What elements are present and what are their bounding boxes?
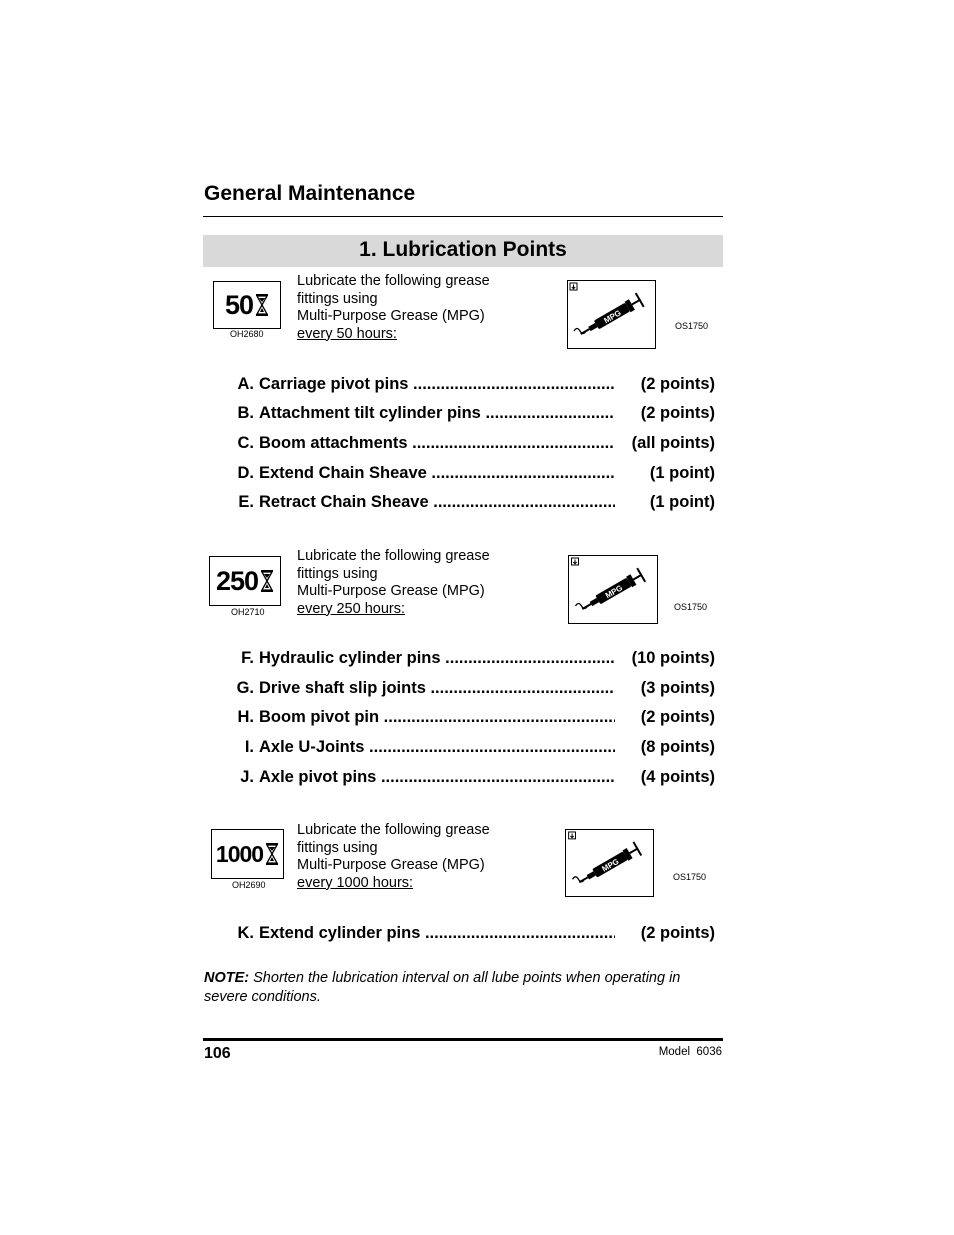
item-letter: E. xyxy=(238,493,254,511)
lube-point-item xyxy=(200,649,720,669)
grease-label: MPG xyxy=(603,583,625,601)
item-name: Boom pivot pin ..... xyxy=(259,708,615,727)
item-letter: C. xyxy=(237,434,254,452)
interval-250-hours-icon xyxy=(209,556,281,606)
lube-point-item xyxy=(200,924,720,944)
lube-point-item xyxy=(200,708,720,728)
item-letter: I. xyxy=(244,738,254,756)
grease-gun-icon xyxy=(565,829,654,897)
subsection-title: 1. Lubrication Points xyxy=(359,238,567,261)
item-letter: F. xyxy=(241,649,254,667)
item-points: (2 points) xyxy=(640,375,715,393)
grease-gun-icon xyxy=(567,280,656,349)
item-points: (8 points) xyxy=(640,738,715,756)
instruction-line: Multi-Purpose Grease (MPG) xyxy=(297,583,485,599)
instruction-line: fittings using xyxy=(297,839,378,856)
item-name: Boom attachments ..... xyxy=(259,434,615,453)
item-name: Extend Chain Sheave ..... xyxy=(259,464,615,483)
interval-number: 50 xyxy=(224,289,254,320)
item-name: Extend cylinder pins ..... xyxy=(259,924,615,943)
model-label: Model 6036 xyxy=(658,1046,722,1058)
instruction-line: Lubricate the following grease xyxy=(297,548,490,564)
title-rule xyxy=(203,216,723,217)
lube-point-item xyxy=(200,493,720,513)
item-letter: H. xyxy=(237,708,254,726)
item-name: Carriage pivot pins ..... xyxy=(259,375,615,394)
lube-instruction xyxy=(297,273,557,343)
section-title: General Maintenance xyxy=(204,182,416,205)
lube-point-item xyxy=(200,404,720,424)
item-name: Hydraulic cylinder pins ..... xyxy=(259,649,615,668)
grease-code: OS1750 xyxy=(673,872,707,882)
grease-label: MPG xyxy=(600,856,621,874)
item-points: (2 points) xyxy=(640,404,715,422)
grease-label: MPG xyxy=(602,308,623,326)
lube-point-item xyxy=(200,738,720,758)
lube-instruction xyxy=(297,548,557,618)
instruction-line: Multi-Purpose Grease (MPG) xyxy=(297,857,485,873)
page-number: 106 xyxy=(204,1045,231,1062)
instruction-line: Lubricate the following grease xyxy=(297,273,490,289)
instruction-line: fittings using xyxy=(297,565,378,582)
hourglass-icon xyxy=(260,569,274,593)
item-letter: G. xyxy=(236,679,254,697)
item-points: (1 point) xyxy=(649,493,715,511)
item-points: (2 points) xyxy=(640,708,715,726)
item-name: Attachment tilt cylinder pins ..... xyxy=(259,404,615,423)
instruction-line: fittings using xyxy=(297,290,378,307)
item-letter: K. xyxy=(237,924,254,942)
footer-rule xyxy=(203,1038,723,1041)
lube-point-item xyxy=(200,375,720,395)
note-text: Shorten the lubrication interval on all lube points when operating in severe conditions. xyxy=(204,970,681,1005)
item-points: (1 point) xyxy=(649,464,715,482)
grease-gun-icon xyxy=(568,555,658,624)
instruction-line: Multi-Purpose Grease (MPG) xyxy=(297,308,485,324)
item-name: Axle pivot pins ..... xyxy=(259,768,615,787)
interval-number: 1000 xyxy=(215,840,264,867)
note-label: NOTE: xyxy=(204,970,250,986)
grease-code: OS1750 xyxy=(675,321,709,331)
lube-instruction xyxy=(297,822,557,892)
item-letter: B. xyxy=(237,404,254,422)
lube-point-item xyxy=(200,679,720,699)
grease-code: OS1750 xyxy=(674,602,708,612)
item-points: (3 points) xyxy=(640,679,715,697)
interval-code: OH2710 xyxy=(231,607,265,617)
hourglass-icon xyxy=(265,842,279,866)
item-letter: J. xyxy=(240,768,254,786)
interval-text: every 250 hours: xyxy=(297,600,406,617)
interval-text: every 50 hours: xyxy=(297,325,397,342)
hourglass-icon xyxy=(255,293,269,317)
interval-text: every 1000 hours: xyxy=(297,874,414,891)
lube-point-item xyxy=(200,464,720,484)
item-letter: A. xyxy=(237,375,254,393)
lube-point-item xyxy=(200,434,720,454)
item-name: Axle U-Joints ..... xyxy=(259,738,615,757)
item-name: Drive shaft slip joints ..... xyxy=(259,679,615,698)
item-points: (2 points) xyxy=(640,924,715,942)
interval-code: OH2680 xyxy=(230,329,264,339)
item-name: Retract Chain Sheave ..... xyxy=(259,493,615,512)
item-points: (4 points) xyxy=(640,768,715,786)
lube-point-item xyxy=(200,768,720,788)
instruction-line: Lubricate the following grease xyxy=(297,822,490,838)
maintenance-note xyxy=(204,969,724,1007)
interval-code: OH2690 xyxy=(232,880,266,890)
interval-1000-hours-icon xyxy=(211,829,284,879)
item-letter: D. xyxy=(237,464,254,482)
interval-50-hours-icon xyxy=(213,281,281,329)
interval-number: 250 xyxy=(215,565,259,596)
item-points: (10 points) xyxy=(631,649,715,667)
item-points: (all points) xyxy=(631,434,715,452)
